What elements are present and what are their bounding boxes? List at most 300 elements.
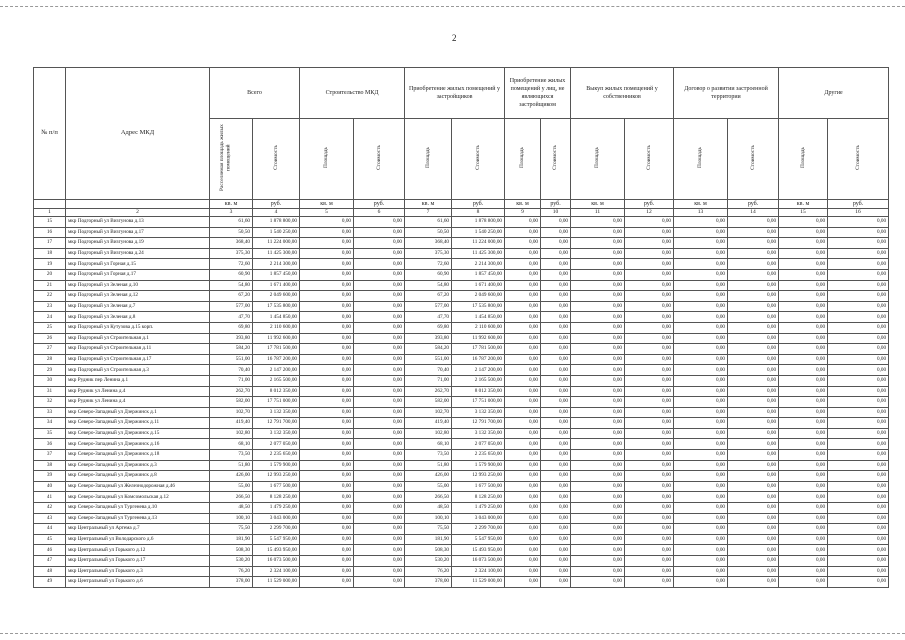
row-col-15: 0,00 — [779, 227, 828, 238]
row-address: мкр Центральный ул Артема д.7 — [66, 524, 210, 535]
row-col-11: 0,00 — [571, 460, 625, 471]
header-sub-area: Площадь — [505, 119, 541, 200]
row-col-10: 0,00 — [541, 513, 571, 524]
row-developers-area: 60,90 — [405, 269, 452, 280]
row-col-15: 0,00 — [779, 269, 828, 280]
header-sub-area: Площадь — [300, 119, 354, 200]
row-col-11: 0,00 — [571, 545, 625, 556]
row-col-15: 0,00 — [779, 450, 828, 461]
row-col-14: 0,00 — [728, 333, 779, 344]
row-index: 38 — [34, 460, 66, 471]
row-developers-area: 426,00 — [405, 471, 452, 482]
row-col-16: 0,00 — [828, 428, 889, 439]
row-cost-total: 1 677 500,00 — [253, 481, 300, 492]
table-row — [34, 503, 889, 514]
row-col-10: 0,00 — [541, 375, 571, 386]
row-cost-total: 8 012 350,00 — [253, 386, 300, 397]
row-col-14: 0,00 — [728, 269, 779, 280]
row-col-10: 0,00 — [541, 503, 571, 514]
row-address: мкр Подгорный ул Горная д.15 — [66, 259, 210, 270]
row-col-14: 0,00 — [728, 301, 779, 312]
row-index: 19 — [34, 259, 66, 270]
row-developers-area: 70,40 — [405, 365, 452, 376]
row-col-15: 0,00 — [779, 492, 828, 503]
row-developers-cost: 12 993 250,00 — [452, 471, 505, 482]
row-col-12: 0,00 — [625, 280, 674, 291]
row-col-16: 0,00 — [828, 407, 889, 418]
row-developers-cost: 8 128 250,00 — [452, 492, 505, 503]
row-col-12: 0,00 — [625, 450, 674, 461]
row-col-12: 0,00 — [625, 492, 674, 503]
row-construction-cost: 0,00 — [354, 248, 405, 259]
row-construction-area: 0,00 — [300, 418, 354, 429]
row-col-10: 0,00 — [541, 312, 571, 323]
row-col-10: 0,00 — [541, 344, 571, 355]
row-index: 35 — [34, 428, 66, 439]
row-col-12: 0,00 — [625, 397, 674, 408]
row-col-12: 0,00 — [625, 269, 674, 280]
row-col-12: 0,00 — [625, 471, 674, 482]
row-col-12: 0,00 — [625, 460, 674, 471]
row-address: мкр Подгорный ул Зеленая д.12 — [66, 291, 210, 302]
row-construction-cost: 0,00 — [354, 344, 405, 355]
row-col-16: 0,00 — [828, 418, 889, 429]
row-col-14: 0,00 — [728, 566, 779, 577]
row-col-9: 0,00 — [505, 503, 541, 514]
table-row — [34, 418, 889, 429]
row-construction-area: 0,00 — [300, 386, 354, 397]
row-col-13: 0,00 — [674, 492, 728, 503]
row-developers-area: 47,70 — [405, 312, 452, 323]
row-area-total: 551,00 — [210, 354, 253, 365]
row-col-10: 0,00 — [541, 386, 571, 397]
header-group-territory: Договор о развитии застроенной территории — [674, 68, 779, 119]
row-construction-area: 0,00 — [300, 227, 354, 238]
row-construction-area: 0,00 — [300, 259, 354, 270]
row-developers-area: 508,30 — [405, 545, 452, 556]
row-col-13: 0,00 — [674, 545, 728, 556]
row-col-14: 0,00 — [728, 386, 779, 397]
row-area-total: 75,50 — [210, 524, 253, 535]
row-col-10: 0,00 — [541, 248, 571, 259]
row-cost-total: 16 073 500,00 — [253, 556, 300, 567]
header-index: № п/п — [34, 68, 66, 200]
row-developers-cost: 3 132 350,00 — [452, 428, 505, 439]
row-col-10: 0,00 — [541, 280, 571, 291]
row-col-11: 0,00 — [571, 322, 625, 333]
row-col-12: 0,00 — [625, 556, 674, 567]
row-col-16: 0,00 — [828, 481, 889, 492]
row-area-total: 181,90 — [210, 534, 253, 545]
row-col-12: 0,00 — [625, 534, 674, 545]
row-col-11: 0,00 — [571, 556, 625, 567]
row-developers-cost: 2 324 100,00 — [452, 566, 505, 577]
table-row — [34, 481, 889, 492]
row-col-13: 0,00 — [674, 556, 728, 567]
row-col-10: 0,00 — [541, 397, 571, 408]
row-col-13: 0,00 — [674, 227, 728, 238]
row-col-12: 0,00 — [625, 407, 674, 418]
row-address: мкр Центральный ул Володарского д.6 — [66, 534, 210, 545]
row-col-9: 0,00 — [505, 259, 541, 270]
row-col-15: 0,00 — [779, 524, 828, 535]
row-col-13: 0,00 — [674, 450, 728, 461]
row-col-11: 0,00 — [571, 428, 625, 439]
row-col-15: 0,00 — [779, 397, 828, 408]
row-construction-area: 0,00 — [300, 269, 354, 280]
row-col-13: 0,00 — [674, 301, 728, 312]
row-col-16: 0,00 — [828, 524, 889, 535]
row-cost-total: 2 165 500,00 — [253, 375, 300, 386]
row-col-14: 0,00 — [728, 238, 779, 249]
row-col-9: 0,00 — [505, 269, 541, 280]
row-col-9: 0,00 — [505, 333, 541, 344]
row-col-14: 0,00 — [728, 545, 779, 556]
row-col-10: 0,00 — [541, 577, 571, 588]
row-address: мкр Рудник пер Ленина д.1 — [66, 375, 210, 386]
row-col-9: 0,00 — [505, 344, 541, 355]
row-col-12: 0,00 — [625, 439, 674, 450]
row-col-14: 0,00 — [728, 375, 779, 386]
table-row — [34, 439, 889, 450]
row-construction-area: 0,00 — [300, 481, 354, 492]
page-number: 2 — [452, 33, 457, 43]
row-col-9: 0,00 — [505, 407, 541, 418]
row-col-14: 0,00 — [728, 407, 779, 418]
row-col-10: 0,00 — [541, 291, 571, 302]
row-col-16: 0,00 — [828, 301, 889, 312]
table-row — [34, 333, 889, 344]
row-col-15: 0,00 — [779, 344, 828, 355]
row-col-16: 0,00 — [828, 227, 889, 238]
row-col-10: 0,00 — [541, 365, 571, 376]
table-row — [34, 280, 889, 291]
row-col-14: 0,00 — [728, 556, 779, 567]
row-index: 28 — [34, 354, 66, 365]
row-col-10: 0,00 — [541, 322, 571, 333]
row-cost-total: 1 540 250,00 — [253, 227, 300, 238]
row-col-13: 0,00 — [674, 344, 728, 355]
row-construction-cost: 0,00 — [354, 291, 405, 302]
row-developers-cost: 1 878 800,00 — [452, 217, 505, 228]
row-col-11: 0,00 — [571, 238, 625, 249]
row-col-9: 0,00 — [505, 375, 541, 386]
row-construction-area: 0,00 — [300, 428, 354, 439]
row-col-15: 0,00 — [779, 534, 828, 545]
row-col-9: 0,00 — [505, 566, 541, 577]
row-col-12: 0,00 — [625, 217, 674, 228]
row-area-total: 577,00 — [210, 301, 253, 312]
row-area-total: 73,50 — [210, 450, 253, 461]
row-col-10: 0,00 — [541, 524, 571, 535]
page-bottom-dashed-line — [0, 633, 905, 634]
row-index: 17 — [34, 238, 66, 249]
table-row — [34, 344, 889, 355]
row-construction-area: 0,00 — [300, 322, 354, 333]
row-col-15: 0,00 — [779, 333, 828, 344]
row-cost-total: 1 454 850,00 — [253, 312, 300, 323]
row-col-15: 0,00 — [779, 545, 828, 556]
row-col-10: 0,00 — [541, 333, 571, 344]
row-cost-total: 3 132 350,00 — [253, 428, 300, 439]
row-index: 27 — [34, 344, 66, 355]
row-construction-cost: 0,00 — [354, 513, 405, 524]
row-col-11: 0,00 — [571, 524, 625, 535]
row-col-14: 0,00 — [728, 471, 779, 482]
row-cost-total: 1 671 400,00 — [253, 280, 300, 291]
row-col-11: 0,00 — [571, 354, 625, 365]
row-construction-cost: 0,00 — [354, 524, 405, 535]
row-developers-cost: 2 235 650,00 — [452, 450, 505, 461]
row-col-12: 0,00 — [625, 227, 674, 238]
row-developers-cost: 17 535 800,00 — [452, 301, 505, 312]
units-row: кв. м руб. кв. м руб. кв. м руб. кв. м руб. кв. м руб. кв. м руб. кв. м руб. — [34, 200, 889, 209]
row-col-16: 0,00 — [828, 450, 889, 461]
row-construction-area: 0,00 — [300, 566, 354, 577]
row-col-13: 0,00 — [674, 322, 728, 333]
row-index: 37 — [34, 450, 66, 461]
row-col-16: 0,00 — [828, 217, 889, 228]
row-col-11: 0,00 — [571, 481, 625, 492]
row-col-12: 0,00 — [625, 375, 674, 386]
row-construction-area: 0,00 — [300, 217, 354, 228]
row-col-14: 0,00 — [728, 503, 779, 514]
row-developers-area: 102,70 — [405, 407, 452, 418]
row-address: мкр Подгорный ул Визгунова д.24 — [66, 248, 210, 259]
row-col-16: 0,00 — [828, 375, 889, 386]
row-developers-cost: 16 787 200,00 — [452, 354, 505, 365]
row-cost-total: 17 751 000,00 — [253, 397, 300, 408]
row-cost-total: 1 878 800,00 — [253, 217, 300, 228]
row-index: 46 — [34, 545, 66, 556]
table-row — [34, 492, 889, 503]
row-col-11: 0,00 — [571, 566, 625, 577]
row-developers-area: 419,40 — [405, 418, 452, 429]
row-developers-cost: 1 677 500,00 — [452, 481, 505, 492]
row-col-16: 0,00 — [828, 513, 889, 524]
row-col-10: 0,00 — [541, 471, 571, 482]
row-address: мкр Подгорный ул Кутузова д.15 корп. — [66, 322, 210, 333]
row-col-13: 0,00 — [674, 386, 728, 397]
row-col-11: 0,00 — [571, 375, 625, 386]
row-col-9: 0,00 — [505, 301, 541, 312]
row-col-11: 0,00 — [571, 301, 625, 312]
row-col-16: 0,00 — [828, 269, 889, 280]
row-cost-total: 15 493 950,00 — [253, 545, 300, 556]
table-row — [34, 248, 889, 259]
row-construction-area: 0,00 — [300, 471, 354, 482]
row-col-16: 0,00 — [828, 312, 889, 323]
row-col-11: 0,00 — [571, 471, 625, 482]
row-col-10: 0,00 — [541, 217, 571, 228]
row-col-11: 0,00 — [571, 407, 625, 418]
row-construction-area: 0,00 — [300, 556, 354, 567]
row-col-16: 0,00 — [828, 322, 889, 333]
row-area-total: 68,10 — [210, 439, 253, 450]
table-row — [34, 524, 889, 535]
row-construction-area: 0,00 — [300, 333, 354, 344]
row-col-12: 0,00 — [625, 365, 674, 376]
row-col-16: 0,00 — [828, 534, 889, 545]
row-index: 16 — [34, 227, 66, 238]
page-top-dashed-line — [0, 6, 905, 7]
row-index: 32 — [34, 397, 66, 408]
row-construction-cost: 0,00 — [354, 418, 405, 429]
row-developers-cost: 17 781 500,00 — [452, 344, 505, 355]
row-col-11: 0,00 — [571, 248, 625, 259]
row-col-10: 0,00 — [541, 481, 571, 492]
row-col-16: 0,00 — [828, 333, 889, 344]
row-address: мкр Северо-Западный ул Дзержинск д.11 — [66, 418, 210, 429]
header-sub-area: Площадь — [571, 119, 625, 200]
row-construction-area: 0,00 — [300, 407, 354, 418]
row-col-16: 0,00 — [828, 386, 889, 397]
row-cost-total: 2 049 600,00 — [253, 291, 300, 302]
row-area-total: 69,80 — [210, 322, 253, 333]
row-col-14: 0,00 — [728, 312, 779, 323]
row-col-12: 0,00 — [625, 513, 674, 524]
row-col-14: 0,00 — [728, 524, 779, 535]
row-col-11: 0,00 — [571, 397, 625, 408]
row-col-11: 0,00 — [571, 439, 625, 450]
row-col-11: 0,00 — [571, 333, 625, 344]
row-col-13: 0,00 — [674, 365, 728, 376]
row-developers-cost: 11 992 600,00 — [452, 333, 505, 344]
row-col-15: 0,00 — [779, 248, 828, 259]
header-sub-cost: Стоимость — [452, 119, 505, 200]
row-index: 49 — [34, 577, 66, 588]
row-col-15: 0,00 — [779, 481, 828, 492]
row-col-10: 0,00 — [541, 227, 571, 238]
row-col-16: 0,00 — [828, 471, 889, 482]
row-col-15: 0,00 — [779, 291, 828, 302]
row-construction-cost: 0,00 — [354, 566, 405, 577]
row-address: мкр Северо-Западный ул Железнодорожная д.46 — [66, 481, 210, 492]
row-developers-area: 67,20 — [405, 291, 452, 302]
row-construction-cost: 0,00 — [354, 534, 405, 545]
row-col-10: 0,00 — [541, 354, 571, 365]
row-col-13: 0,00 — [674, 460, 728, 471]
row-area-total: 47,70 — [210, 312, 253, 323]
row-cost-total: 3 043 000,00 — [253, 513, 300, 524]
row-address: мкр Подгорный ул Визгунова д.17 — [66, 227, 210, 238]
row-cost-total: 17 535 800,00 — [253, 301, 300, 312]
row-developers-cost: 2 165 500,00 — [452, 375, 505, 386]
row-address: мкр Центральный ул Горького д.6 — [66, 577, 210, 588]
row-developers-area: 181,90 — [405, 534, 452, 545]
row-address: мкр Северо-Западный ул Дзержинск д.15 — [66, 428, 210, 439]
row-developers-area: 102,80 — [405, 428, 452, 439]
row-col-9: 0,00 — [505, 418, 541, 429]
row-col-15: 0,00 — [779, 386, 828, 397]
row-construction-cost: 0,00 — [354, 312, 405, 323]
row-col-11: 0,00 — [571, 259, 625, 270]
row-area-total: 61,60 — [210, 217, 253, 228]
row-col-11: 0,00 — [571, 492, 625, 503]
row-col-9: 0,00 — [505, 386, 541, 397]
header-group-total: Всего — [210, 68, 300, 119]
row-col-9: 0,00 — [505, 227, 541, 238]
row-col-13: 0,00 — [674, 291, 728, 302]
row-col-13: 0,00 — [674, 524, 728, 535]
row-construction-cost: 0,00 — [354, 259, 405, 270]
row-cost-total: 8 128 250,00 — [253, 492, 300, 503]
row-col-15: 0,00 — [779, 217, 828, 228]
row-developers-area: 71,00 — [405, 375, 452, 386]
row-col-15: 0,00 — [779, 503, 828, 514]
row-construction-area: 0,00 — [300, 577, 354, 588]
row-construction-cost: 0,00 — [354, 450, 405, 461]
row-col-9: 0,00 — [505, 481, 541, 492]
header-sub-area-total: Расселяемая площадь жилых помещений — [210, 119, 253, 200]
row-area-total: 378,00 — [210, 577, 253, 588]
row-index: 15 — [34, 217, 66, 228]
row-construction-area: 0,00 — [300, 365, 354, 376]
row-col-9: 0,00 — [505, 545, 541, 556]
row-address: мкр Северо-Западный ул Тургенева д.13 — [66, 513, 210, 524]
row-developers-area: 73,50 — [405, 450, 452, 461]
row-construction-area: 0,00 — [300, 450, 354, 461]
row-col-10: 0,00 — [541, 566, 571, 577]
table-row — [34, 556, 889, 567]
row-cost-total: 2 324 100,00 — [253, 566, 300, 577]
row-col-13: 0,00 — [674, 471, 728, 482]
row-col-9: 0,00 — [505, 248, 541, 259]
row-cost-total: 12 993 250,00 — [253, 471, 300, 482]
row-col-14: 0,00 — [728, 291, 779, 302]
table-row — [34, 365, 889, 376]
row-col-14: 0,00 — [728, 227, 779, 238]
row-col-9: 0,00 — [505, 397, 541, 408]
row-col-12: 0,00 — [625, 301, 674, 312]
row-construction-cost: 0,00 — [354, 375, 405, 386]
row-developers-area: 375,30 — [405, 248, 452, 259]
row-col-14: 0,00 — [728, 513, 779, 524]
row-index: 44 — [34, 524, 66, 535]
row-col-15: 0,00 — [779, 375, 828, 386]
table-row — [34, 513, 889, 524]
row-col-15: 0,00 — [779, 238, 828, 249]
row-developers-cost: 17 751 000,00 — [452, 397, 505, 408]
row-index: 45 — [34, 534, 66, 545]
row-col-12: 0,00 — [625, 428, 674, 439]
row-col-14: 0,00 — [728, 577, 779, 588]
row-col-13: 0,00 — [674, 534, 728, 545]
row-address: мкр Подгорный ул Строительная д.17 — [66, 354, 210, 365]
row-col-16: 0,00 — [828, 280, 889, 291]
row-col-15: 0,00 — [779, 280, 828, 291]
row-col-9: 0,00 — [505, 354, 541, 365]
row-construction-area: 0,00 — [300, 545, 354, 556]
row-construction-area: 0,00 — [300, 375, 354, 386]
row-construction-area: 0,00 — [300, 460, 354, 471]
row-developers-cost: 2 049 600,00 — [452, 291, 505, 302]
row-cost-total: 1 579 900,00 — [253, 460, 300, 471]
table-row — [34, 577, 889, 588]
row-col-9: 0,00 — [505, 217, 541, 228]
row-col-13: 0,00 — [674, 248, 728, 259]
row-developers-area: 262,70 — [405, 386, 452, 397]
row-col-11: 0,00 — [571, 513, 625, 524]
row-col-13: 0,00 — [674, 439, 728, 450]
row-col-10: 0,00 — [541, 492, 571, 503]
row-col-13: 0,00 — [674, 577, 728, 588]
row-area-total: 50,50 — [210, 227, 253, 238]
row-col-15: 0,00 — [779, 428, 828, 439]
row-col-15: 0,00 — [779, 407, 828, 418]
row-developers-area: 577,00 — [405, 301, 452, 312]
row-cost-total: 5 547 950,00 — [253, 534, 300, 545]
